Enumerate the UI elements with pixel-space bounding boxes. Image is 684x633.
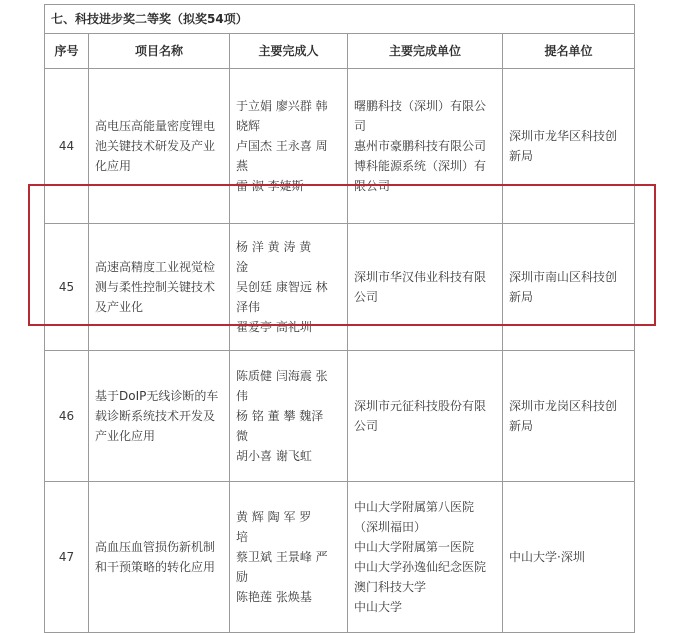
- completing-units: 曙鹏科技（深圳）有限公 司 惠州市豪鹏科技有限公司 博科能源系统（深圳）有 限公司: [348, 69, 503, 224]
- table-row: [45, 69, 635, 224]
- project-name: 高速高精度工业视觉检 测与柔性控制关键技术 及产业化: [89, 224, 230, 351]
- project-name: 高电压高能量密度锂电 池关键技术研发及产业 化应用: [89, 69, 230, 224]
- header-no: 序号: [45, 34, 89, 69]
- header-nominator: 提名单位: [503, 34, 635, 69]
- completers: 杨 洋 黄 涛 黄 淦 吴创廷 康智远 林 泽伟 翟爱亭 高礼圳: [230, 224, 348, 351]
- nominating-unit: 中山大学·深圳: [503, 482, 635, 633]
- completing-units: 深圳市华汉伟业科技有限 公司: [348, 224, 503, 351]
- header-units: 主要完成单位: [348, 34, 503, 69]
- completing-units: 深圳市元征科技股份有限 公司: [348, 351, 503, 482]
- header-people: 主要完成人: [230, 34, 348, 69]
- completers: 于立娟 廖兴群 韩 晓辉 卢国杰 王永喜 周 燕 雷 淑 李婕斯: [230, 69, 348, 224]
- table-row: [45, 482, 635, 633]
- row-number: 46: [45, 351, 89, 482]
- nominating-unit: 深圳市龙华区科技创 新局: [503, 69, 635, 224]
- completers: 陈质健 闫海震 张 伟 杨 铭 董 攀 魏泽 微 胡小喜 谢飞虹: [230, 351, 348, 482]
- nominating-unit: 深圳市龙岗区科技创 新局: [503, 351, 635, 482]
- table-row: [45, 224, 635, 351]
- row-number: 47: [45, 482, 89, 633]
- row-number: 44: [45, 69, 89, 224]
- table-row: [45, 351, 635, 482]
- project-name: 基于DoIP无线诊断的车 载诊断系统技术开发及 产业化应用: [89, 351, 230, 482]
- nominating-unit: 深圳市南山区科技创 新局: [503, 224, 635, 351]
- awards-table: [44, 4, 635, 633]
- completing-units: 中山大学附属第八医院 （深圳福田） 中山大学附属第一医院 中山大学孙逸仙纪念医院 澳门科技大学 中山大学: [348, 482, 503, 633]
- section-title: 七、科技进步奖二等奖（拟奖54项）: [45, 5, 635, 34]
- row-number: 45: [45, 224, 89, 351]
- header-row: [45, 34, 635, 69]
- project-name: 高血压血管损伤新机制 和干预策略的转化应用: [89, 482, 230, 633]
- completers: 黄 辉 陶 军 罗 培 蔡卫斌 王景峰 严 励 陈艳莲 张焕基: [230, 482, 348, 633]
- header-project: 项目名称: [89, 34, 230, 69]
